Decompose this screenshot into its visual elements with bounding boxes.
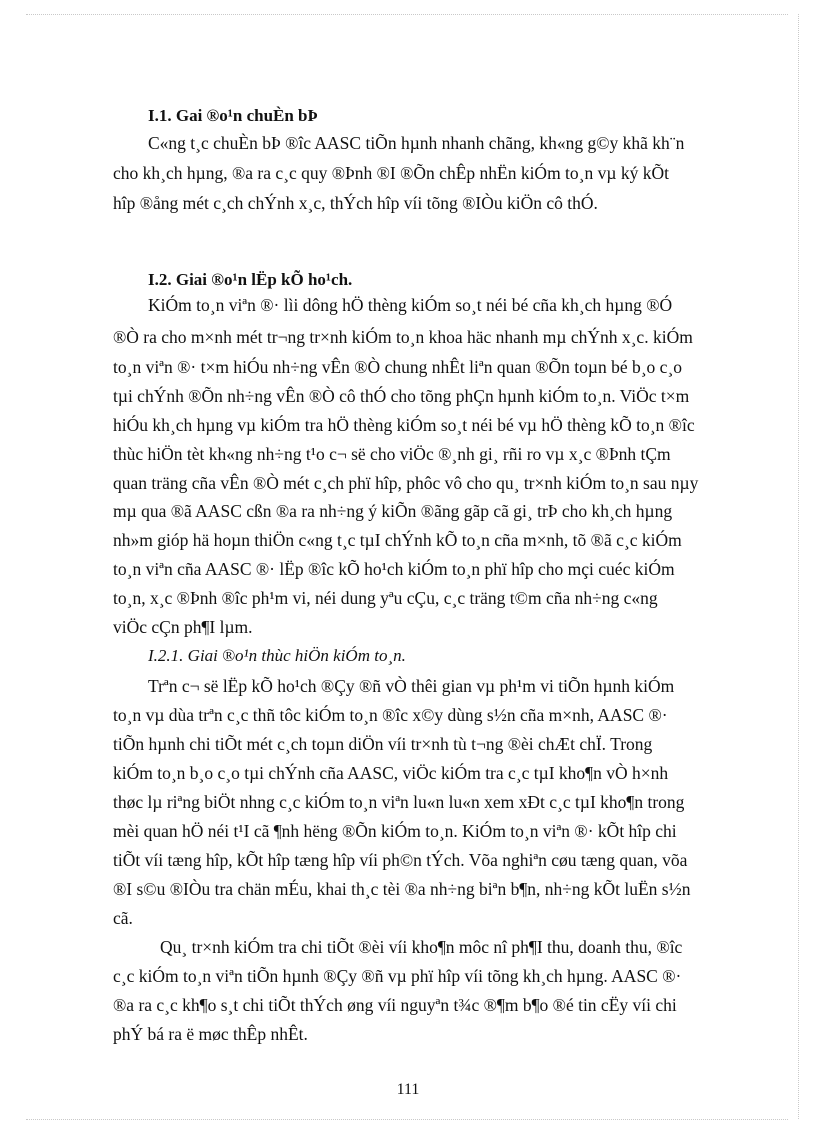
section1-line: C«ng t¸c chuÈn bÞ ®îc AASC tiÕn hµnh nhanh chãng, kh«ng g©y khã kh¨n <box>148 133 685 153</box>
section2-line: to¸n viªn ®· t×m hiÓu nh÷ng vÊn ®Ò chung nhÊt liªn quan ®Õn toµn bé b¸o c¸o <box>113 357 683 377</box>
section2-line: hiÓu kh¸ch hµng vµ kiÓm tra hÖ thèng kiÓm so¸t néi bé vµ hÖ thèng kÕ to¸n ®îc <box>113 415 695 435</box>
section2-heading: I.2. Giai ®o¹n lËp kÕ ho¹ch. <box>148 270 353 289</box>
page-border-right <box>798 14 799 1119</box>
closing-line: phÝ bá ra ë møc thÊp nhÊt. <box>113 1024 308 1044</box>
closing-line: ®a ra c¸c kh¶o s¸t chi tiÕt thÝch øng víi nguyªn t¾c ®¶m b¶o ®é tin cËy víi chi <box>113 995 677 1015</box>
section1-heading: I.1. Gai ®o¹n chuÈn bÞ <box>148 106 318 125</box>
subsection-line: mèi quan hÖ néi t¹I cã ¶nh hëng ®Õn kiÓm to¸n. KiÓm to¸n viªn ®· kÕt hîp chi <box>113 821 677 841</box>
section1-line: hîp ®ång mét c¸ch chÝnh x¸c, thÝch hîp víi tõng ®IÒu kiÖn cô thÓ. <box>113 193 598 213</box>
page-border-bottom <box>26 1119 788 1120</box>
section2-line: to¸n, x¸c ®Þnh ®îc ph¹m vi, néi dung yªu cÇu, c¸c träng t©m cña nh÷ng c«ng <box>113 588 658 608</box>
section2-line: ®Ò ra cho m×nh mét tr¬ng tr×nh kiÓm to¸n khoa häc nhanh mµ chÝnh x¸c. kiÓm <box>113 327 693 347</box>
section2-line: quan träng cña vÊn ®Ò mét c¸ch phï hîp, phôc vô cho qu¸ tr×nh kiÓm to¸n sau nµy <box>113 473 699 493</box>
closing-line: c¸c kiÓm to¸n viªn tiÕn hµnh ®Çy ®ñ vµ phï hîp víi tõng kh¸ch hµng. AASC ®· <box>113 966 682 986</box>
subsection-line: to¸n vµ dùa trªn c¸c thñ tôc kiÓm to¸n ®îc x©y dùng s½n cña m×nh, AASC ®· <box>113 705 668 725</box>
page-border-top <box>26 14 788 15</box>
subsection-line: tiÕn hµnh chi tiÕt mét c¸ch toµn diÖn víi tr×nh tù t¬ng ®èi chÆt chÏ. Trong <box>113 734 653 754</box>
subsection-line: Trªn c¬ së lËp kÕ ho¹ch ®Çy ®ñ vÒ thêi gian vµ ph¹m vi tiÕn hµnh kiÓm <box>148 676 675 696</box>
subsection-line: tiÕt víi tæng hîp, kÕt hîp tæng hîp víi ph©n tÝch. Võa nghiªn cøu tæng quan, võa <box>113 850 688 870</box>
subsection-heading: I.2.1. Giai ®o¹n thùc hiÖn kiÓm to¸n. <box>148 646 406 665</box>
section2-line: mµ qua ®ã AASC cßn ®a ra nh÷ng ý kiÕn ®ãng gãp cã gi¸ trÞ cho kh¸ch hµng <box>113 501 673 521</box>
subsection-line: thøc lµ riªng biÖt nhng c¸c kiÓm to¸n viªn lu«n lu«n xem xÐt c¸c tµI kho¶n trong <box>113 792 685 812</box>
section2-line: thùc hiÖn tèt kh«ng nh÷ng t¹o c¬ së cho viÖc ®¸nh gi¸ rñi ro vµ x¸c ®Þnh tÇm <box>113 444 671 464</box>
section2-line: KiÓm to¸n viªn ®· lìi dông hÖ thèng kiÓm so¸t néi bé cña kh¸ch hµng ®Ó <box>148 295 673 315</box>
section1-line: cho kh¸ch hµng, ®a ra c¸c quy ®Þnh ®I ®Õn chÊp nhËn kiÓm to¸n vµ ký kÕt <box>113 163 669 183</box>
subsection-line: kiÓm to¸n b¸o c¸o tµi chÝnh cña AASC, viÖc kiÓm tra c¸c tµI kho¶n vÒ h×nh <box>113 763 669 783</box>
section2-line: tµi chÝnh ®Õn nh÷ng vÊn ®Ò cô thÓ cho tõng phÇn hµnh kiÓm to¸n. ViÖc t×m <box>113 386 690 406</box>
closing-line: Qu¸ tr×nh kiÓm tra chi tiÕt ®èi víi kho¶n môc nî ph¶I thu, doanh thu, ®îc <box>160 937 683 957</box>
section2-line: nh»m gióp hä hoµn thiÖn c«ng t¸c tµI chÝnh kÕ to¸n cña m×nh, tõ ®ã c¸c kiÓm <box>113 530 682 550</box>
section2-line: to¸n viªn cña AASC ®· lËp ®îc kÕ ho¹ch kiÓm to¸n phï hîp cho mçi cuéc kiÓm <box>113 559 675 579</box>
page-number: 111 <box>396 1081 420 1098</box>
section2-line: viÖc cÇn ph¶I lµm. <box>113 617 253 637</box>
subsection-line: ®I s©u ®IÒu tra chän mÉu, khai th¸c tèi ®a nh÷ng biªn b¶n, nh÷ng kÕt luËn s½n <box>113 879 691 899</box>
subsection-line: cã. <box>113 908 133 928</box>
